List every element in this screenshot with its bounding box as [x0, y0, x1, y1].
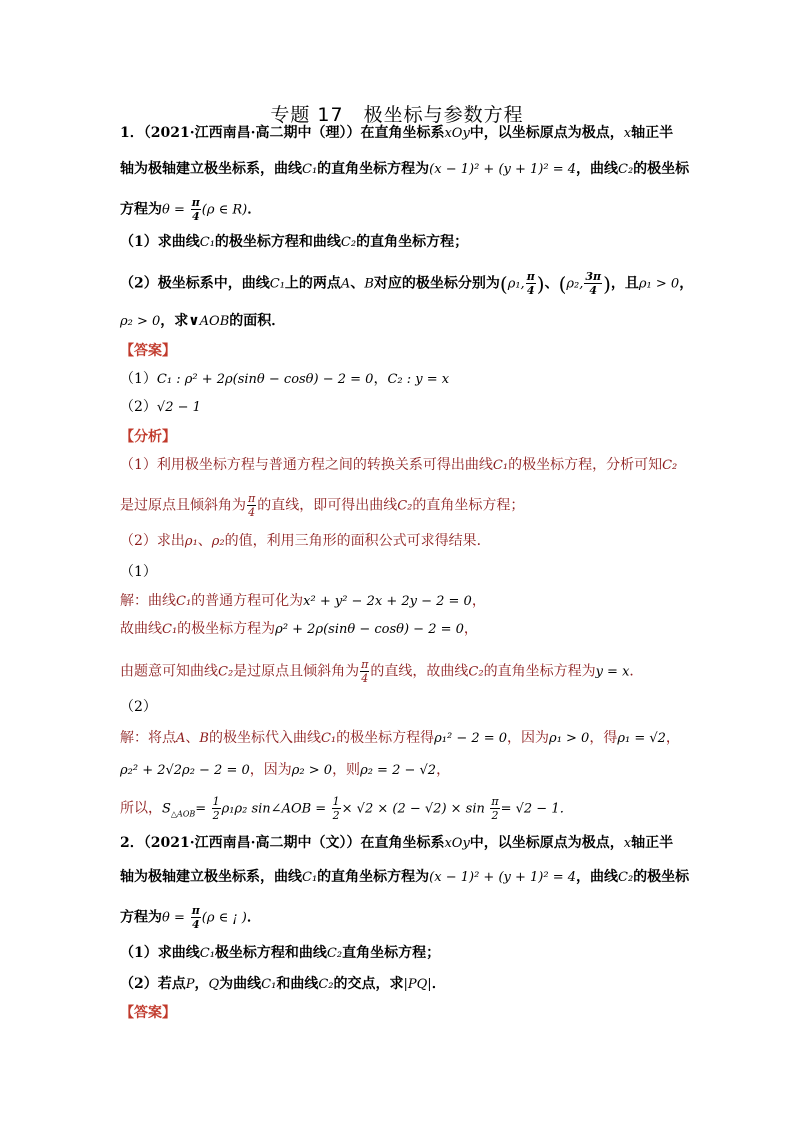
q2-line1: 2．（2021·江西南昌·高二期中（文））在直角坐标系xOy中，以坐标原点为极点，x轴正半 [120, 835, 674, 851]
answer-tag: 【答案】 [120, 343, 176, 359]
q1-sub1: （1）求曲线C₁的极坐标方程和曲线C₂的直角坐标方程； [120, 234, 469, 250]
solution-line2: 故曲线C₁的极坐标方程为ρ² + 2ρ(sinθ − cosθ) − 2 = 0， [120, 621, 478, 637]
q1-sub2-cont: ρ₂ > 0，求∨AOB的面积． [120, 313, 286, 329]
q2-line2: 轴为极轴建立极坐标系，曲线C₁的直角坐标方程为(x − 1)² + (y + 1)² = 4，曲线C₂的极坐标 [120, 869, 690, 885]
solution-line6: 所以，$S_{\triangle AOB}=$ $\frac{1}{2}$ ρ₁ρ₂ sin∠AOB = $\frac{1}{2}$ × √2 × (2 − √2) × sin $\frac{\pi}{2}$ = √2 − 1． [120, 795, 573, 822]
q1-line2: 轴为极轴建立极坐标系，曲线C₁的直角坐标方程为(x − 1)² + (y + 1)² = 4，曲线C₂的极坐标 [120, 161, 690, 177]
solution-part1-label: （1） [120, 564, 157, 580]
analysis-line2: 是过原点且倾斜角为 $\frac{\pi}{4}$ 的直线，即可得出曲线C₂的直角坐标方程； [120, 492, 525, 519]
q2-sub2: （2）若点P，Q为曲线C₁和曲线C₂的交点，求|PQ|． [120, 976, 446, 992]
q1-sub2: （2）极坐标系中，曲线C₁上的两点A、B对应的极坐标分别为(ρ₁, $\frac{\pi}{4}$ )、(ρ₂, $\frac{3\pi}{4}$ )，且ρ₁ > 0， [120, 270, 694, 297]
analysis-line3: （2）求出ρ₁、ρ₂的值，利用三角形的面积公式可求得结果． [120, 533, 491, 549]
q2-line3: 方程为θ = $\frac{\pi}{4}$ (ρ ∈ ¡ )． [120, 904, 261, 931]
solution-line3: 由题意可知曲线C₂是过原点且倾斜角为 $\frac{\pi}{4}$ 的直线，故曲线C₂的直角坐标方程为y = x． [120, 658, 644, 685]
q2-sub1: （1）求曲线C₁极坐标方程和曲线C₂直角坐标方程； [120, 945, 441, 961]
q2-answer-tag: 【答案】 [120, 1005, 176, 1021]
solution-part2-label: （2） [120, 699, 157, 715]
q1-line1: 1．（2021·江西南昌·高二期中（理））在直角坐标系xOy中，以坐标原点为极点，x轴正半 [120, 125, 674, 141]
page-title: 专题 17 极坐标与参数方程 [270, 104, 524, 126]
solution-line1: 解：曲线C₁的普通方程可化为x² + y² − 2x + 2y − 2 = 0， [120, 593, 486, 609]
analysis-line1: （1）利用极坐标方程与普通方程之间的转换关系可得出曲线C₁的极坐标方程，分析可知C₂ [120, 457, 678, 473]
answer-1: （1）C₁ : ρ² + 2ρ(sinθ − cosθ) − 2 = 0，C₂ : y = x [120, 371, 450, 387]
fraction-pi-4: $\frac{\pi}{4}$ [191, 196, 200, 223]
solution-line4: 解：将点A、B的极坐标代入曲线C₁的极坐标方程得ρ₁² − 2 = 0，因为ρ₁ > 0，得ρ₁ = √2， [120, 730, 680, 746]
answer-2: （2）√2 − 1 [120, 399, 201, 415]
solution-line5: ρ₂² + 2√2ρ₂ − 2 = 0，因为ρ₂ > 0，则ρ₂ = 2 − √2， [120, 762, 451, 778]
q1-line3: 方程为θ = $\frac{\pi}{4}$ (ρ ∈ R)． [120, 196, 262, 223]
analysis-tag: 【分析】 [120, 429, 176, 445]
